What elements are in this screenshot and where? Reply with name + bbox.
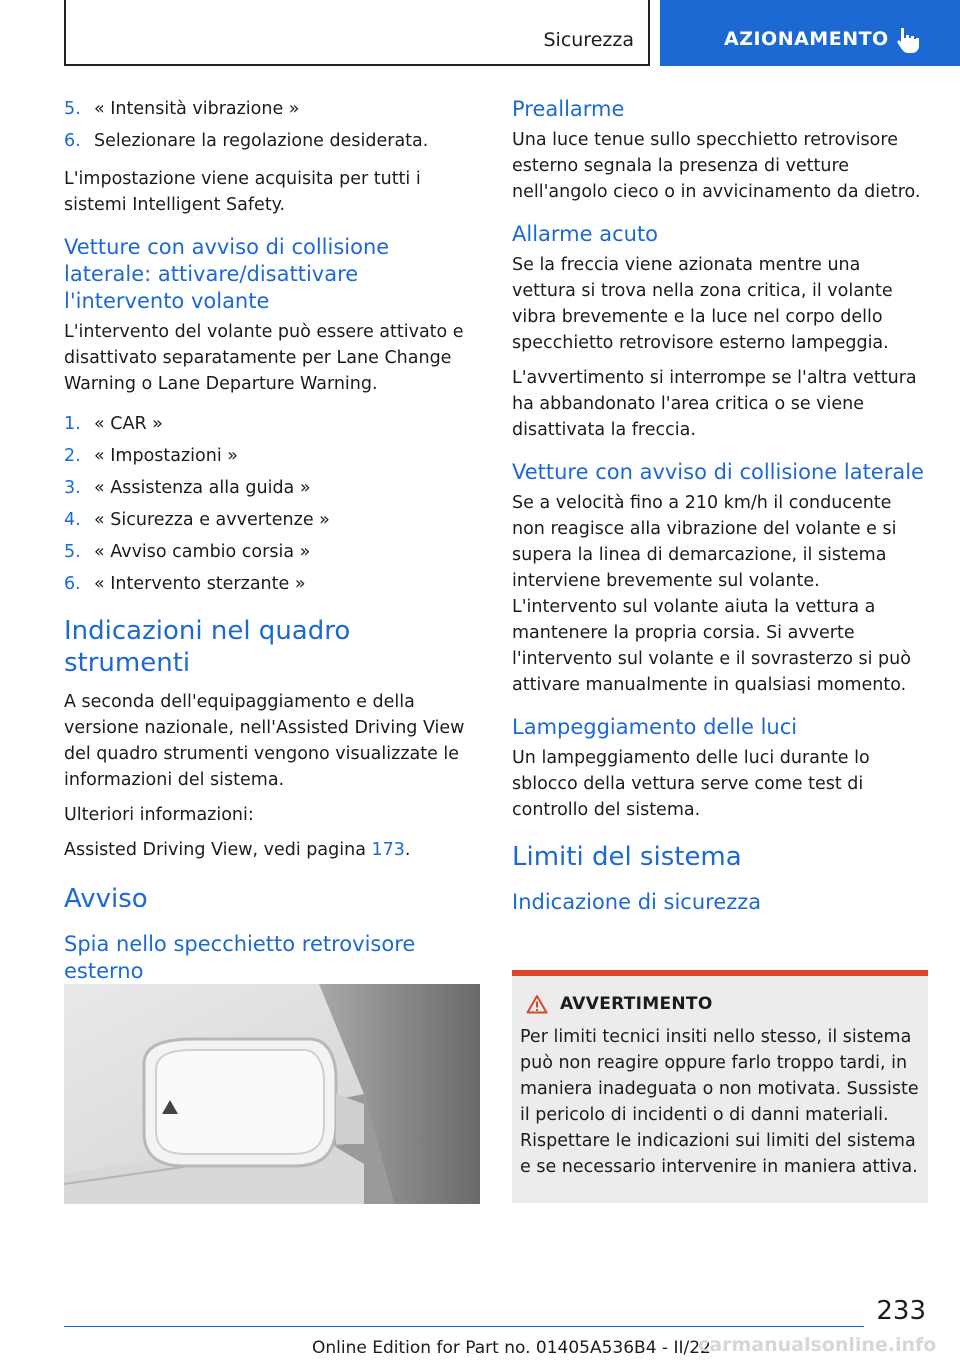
warning-heading: Avviso [64,884,148,914]
header-chapter-tab [660,0,960,66]
list-item: 5. « Avviso cambio corsia » [64,542,311,562]
list-item: 4. « Sicurezza e avvertenze » [64,510,330,530]
list-item: 6. Selezionare la regolazione desiderata. [64,131,429,151]
cluster-heading: Indicazioni nel quadro strumenti [64,616,351,678]
acute-text-1: Se la freccia viene azionata mentre una vettura si trova nella zona critica, il volante vibra brevemente e la luce nel corpo dello specchietto retrovisore esterno lampeggia. [512,255,893,353]
warning-triangle-icon [526,994,548,1014]
flash-heading: Lampeggiamento delle luci [512,715,798,739]
steering-text: L'intervento del volante può essere attivato e disattivato separatamente per Lane Change Warning o Lane Departure Warning. [64,322,464,394]
lateral-heading: Vetture con avviso di collisione laterale [512,460,924,484]
list-item: 3. « Assistenza alla guida » [64,478,311,498]
intro-steps [64,96,478,154]
list-item: 2. « Impostazioni » [64,446,238,466]
acute-heading: Allarme acuto [512,222,659,246]
header-section-label: Sicurezza [543,29,634,51]
left-column [64,96,478,989]
prealarm-heading: Preallarme [512,97,625,121]
page-link[interactable]: 173 [371,840,405,860]
mirror-heading: Spia nello specchietto retrovisore esterno [64,932,416,983]
settings-steps [64,411,478,597]
list-item: 1. « CAR » [64,414,163,434]
steering-heading: Vetture con avviso di collisione laterale: attivare/disattivare l'intervento volante [64,235,390,313]
footer-divider [64,1326,864,1327]
prealarm-text: Una luce tenue sullo specchietto retrovisore esterno segnala la presenza di vetture nell'angolo cieco o in avvicinamento da dietro. [512,130,921,202]
warning-title-label: AVVERTIMENTO [560,994,713,1014]
warning-title [526,994,920,1014]
safety-heading: Indicazione di sicurezza [512,890,762,914]
header-section-tab [64,0,650,66]
mirror-illustration [64,984,480,1204]
warning-box [512,976,928,1203]
list-item: 6. « Intervento sterzante » [64,574,306,594]
cluster-text: A seconda dell'equipaggiamento e della versione nazionale, nell'Assisted Driving View del quadro strumenti vengono visualizzate le informazioni del sistema. [64,692,465,790]
watermark: carmanualsonline.info [698,1334,937,1356]
lateral-text: Se a velocità fino a 210 km/h il conducente non reagisce alla vibrazione del volante e si supera la linea di demarcazione, il sistema interviene brevemente sul volante. L'intervento sul volante aiuta la vettura a mantenere la propria corsia. Si avverte l'intervento sul volante e il sovrasterzo si può attivare manualmente in qualsiasi momento. [512,493,911,695]
edition-text: Online Edition for Part no. 01405A536B4 - II/22 [312,1338,711,1358]
more-info-label: Ulteriori informazioni: [64,805,254,825]
list-item: 5. « Intensità vibrazione » [64,99,300,119]
page-number: 233 [876,1296,926,1326]
limits-heading: Limiti del sistema [512,842,742,872]
header-chapter-label: AZIONAMENTO [724,28,889,50]
acute-text-2: L'avvertimento si interrompe se l'altra vettura ha abbandonato l'area critica o se viene disattivata la freccia. [512,368,917,440]
flash-text: Un lampeggiamento delle luci durante lo sblocco della vettura serve come test di controllo del sistema. [512,748,870,820]
hand-pointer-icon [892,24,924,56]
right-column [512,96,928,920]
intro-note: L'impostazione viene acquisita per tutti i sistemi Intelligent Safety. [64,169,421,215]
page-reference: Assisted Driving View, vedi pagina 173. [64,840,411,860]
warning-text: Per limiti tecnici insiti nello stesso, il sistema può non reagire oppure farlo troppo tardi, in maniera inadeguata o non motivata. Sussiste il pericolo di incidenti o di danni materiali. Rispettare le indicazioni sui limiti del sistema e se necessario intervenire in maniera attiva. [520,1027,919,1177]
